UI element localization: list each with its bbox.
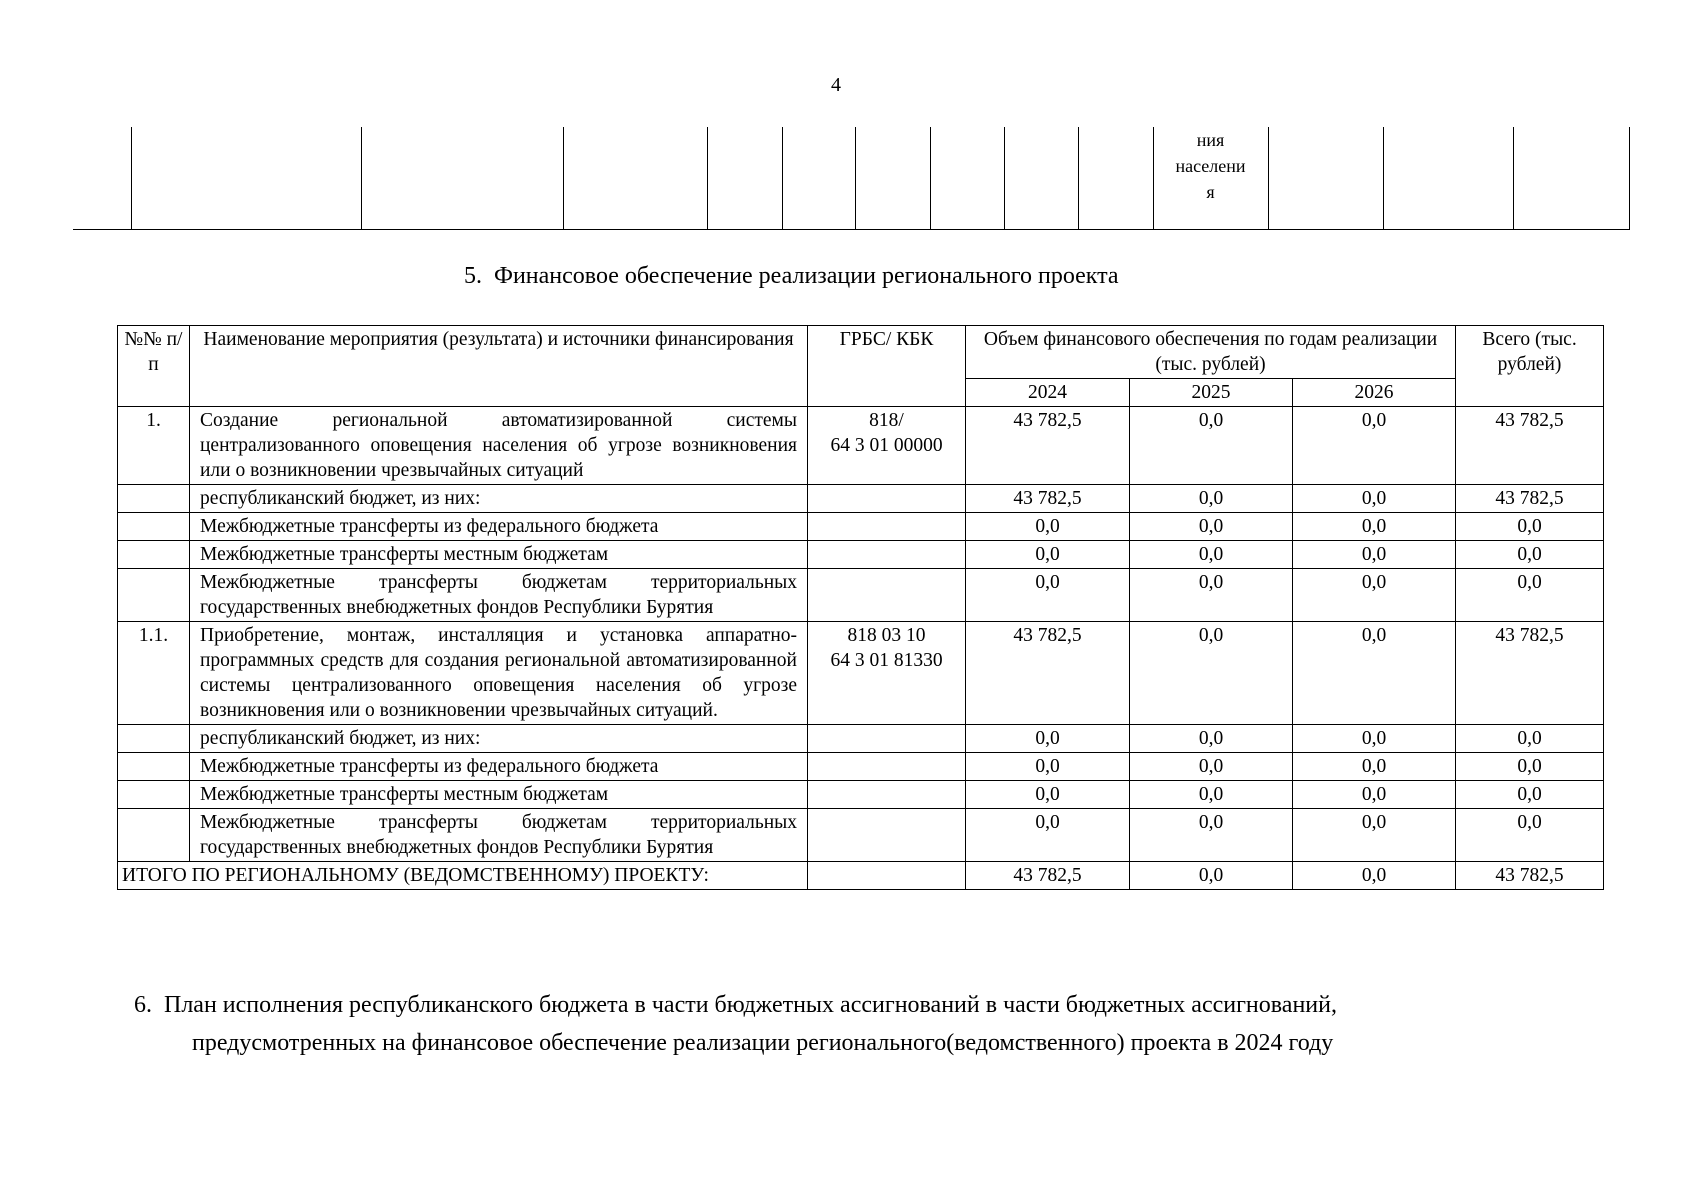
row-value-2025: 0,0 bbox=[1130, 725, 1293, 753]
table-row bbox=[118, 725, 1604, 753]
row-name: Межбюджетные трансферты бюджетам территориальных государственных внебюджетных фондов Республики Бурятия bbox=[190, 569, 808, 622]
fragment-cell bbox=[1268, 127, 1383, 230]
row-value-2025: 0,0 bbox=[1130, 809, 1293, 862]
row-value-total: 0,0 bbox=[1456, 569, 1604, 622]
row-value-total: 43 782,5 bbox=[1456, 485, 1604, 513]
row-value-2025: 0,0 bbox=[1130, 753, 1293, 781]
financing-table bbox=[117, 325, 1604, 890]
fragment-cell bbox=[1513, 127, 1629, 230]
table-row bbox=[118, 569, 1604, 622]
row-grbs bbox=[808, 513, 966, 541]
total-row bbox=[118, 862, 1604, 890]
row-value-2026: 0,0 bbox=[1293, 407, 1456, 485]
row-value-total: 0,0 bbox=[1456, 809, 1604, 862]
row-value-total: 0,0 bbox=[1456, 725, 1604, 753]
row-value-total: 43 782,5 bbox=[1456, 407, 1604, 485]
row-grbs bbox=[808, 725, 966, 753]
header-num: №№ п/п bbox=[118, 326, 190, 407]
row-value-2024: 0,0 bbox=[966, 541, 1130, 569]
total-label: ИТОГО ПО РЕГИОНАЛЬНОМУ (ВЕДОМСТВЕННОМУ) ПРОЕКТУ: bbox=[118, 862, 808, 890]
fragment-cell bbox=[361, 127, 563, 230]
row-grbs bbox=[808, 809, 966, 862]
row-name: Межбюджетные трансферты из федерального бюджета bbox=[190, 513, 808, 541]
row-value-2026: 0,0 bbox=[1293, 541, 1456, 569]
row-name: Межбюджетные трансферты местным бюджетам bbox=[190, 541, 808, 569]
row-value-2026: 0,0 bbox=[1293, 569, 1456, 622]
total-all: 43 782,5 bbox=[1456, 862, 1604, 890]
row-value-total: 0,0 bbox=[1456, 513, 1604, 541]
row-name: Приобретение, монтаж, инсталляция и установка аппаратно-программных средств для создания региональной автоматизированной системы централизованного оповещения населения об угрозе возникновения или о возникновении чрезвычайных ситуаций. bbox=[190, 622, 808, 725]
section-6-heading bbox=[134, 986, 1654, 1062]
header-name: Наименование мероприятия (результата) и источники финансирования bbox=[190, 326, 808, 407]
section-5-title: Финансовое обеспечение реализации регионального проекта bbox=[494, 263, 1119, 289]
row-name: Межбюджетные трансферты местным бюджетам bbox=[190, 781, 808, 809]
row-value-2024: 43 782,5 bbox=[966, 407, 1130, 485]
row-value-2026: 0,0 bbox=[1293, 809, 1456, 862]
table-row bbox=[118, 781, 1604, 809]
row-value-2026: 0,0 bbox=[1293, 753, 1456, 781]
fragment-cell bbox=[1383, 127, 1513, 230]
table-row bbox=[118, 753, 1604, 781]
row-value-2024: 0,0 bbox=[966, 569, 1130, 622]
fragment-cell: ния населени я bbox=[1153, 127, 1268, 230]
header-year-2024: 2024 bbox=[966, 379, 1130, 407]
table-row bbox=[118, 407, 1604, 485]
row-name: республиканский бюджет, из них: bbox=[190, 725, 808, 753]
row-grbs bbox=[808, 569, 966, 622]
table-row bbox=[118, 622, 1604, 725]
row-value-2024: 0,0 bbox=[966, 781, 1130, 809]
table-row bbox=[118, 485, 1604, 513]
fragment-cell bbox=[1004, 127, 1078, 230]
row-value-2026: 0,0 bbox=[1293, 781, 1456, 809]
row-value-2024: 43 782,5 bbox=[966, 622, 1130, 725]
row-value-2026: 0,0 bbox=[1293, 725, 1456, 753]
row-number bbox=[118, 513, 190, 541]
row-value-2025: 0,0 bbox=[1130, 513, 1293, 541]
header-grbs: ГРБС/ КБК bbox=[808, 326, 966, 407]
row-name: Межбюджетные трансферты из федерального бюджета bbox=[190, 753, 808, 781]
header-row bbox=[118, 326, 1604, 379]
row-value-total: 0,0 bbox=[1456, 781, 1604, 809]
total-2024: 43 782,5 bbox=[966, 862, 1130, 890]
fragment-cell bbox=[1078, 127, 1153, 230]
row-value-2025: 0,0 bbox=[1130, 622, 1293, 725]
section-6-number: 6. bbox=[134, 992, 152, 1018]
table-row bbox=[118, 541, 1604, 569]
row-value-2025: 0,0 bbox=[1130, 781, 1293, 809]
row-value-2024: 0,0 bbox=[966, 809, 1130, 862]
table-row bbox=[118, 513, 1604, 541]
row-value-total: 0,0 bbox=[1456, 541, 1604, 569]
row-number bbox=[118, 781, 190, 809]
row-grbs bbox=[808, 781, 966, 809]
fragment-cell bbox=[782, 127, 855, 230]
page-number: 4 bbox=[831, 74, 841, 96]
row-value-2025: 0,0 bbox=[1130, 569, 1293, 622]
row-number bbox=[118, 485, 190, 513]
total-2025: 0,0 bbox=[1130, 862, 1293, 890]
row-value-2025: 0,0 bbox=[1130, 485, 1293, 513]
row-grbs bbox=[808, 541, 966, 569]
row-name: Создание региональной автоматизированной системы централизованного оповещения населения об угрозе возникновения или о возникновении чрезвычайных ситуаций bbox=[190, 407, 808, 485]
row-number bbox=[118, 541, 190, 569]
row-number: 1.1. bbox=[118, 622, 190, 725]
fragment-cell bbox=[131, 127, 361, 230]
header-year-2026: 2026 bbox=[1293, 379, 1456, 407]
section-5-number: 5. bbox=[464, 263, 482, 289]
row-number bbox=[118, 569, 190, 622]
row-value-2025: 0,0 bbox=[1130, 541, 1293, 569]
previous-table-fragment bbox=[73, 127, 1630, 230]
row-number bbox=[118, 809, 190, 862]
row-value-2024: 0,0 bbox=[966, 725, 1130, 753]
row-value-total: 0,0 bbox=[1456, 753, 1604, 781]
fragment-row bbox=[73, 127, 1629, 230]
fragment-cell bbox=[855, 127, 930, 230]
row-number bbox=[118, 753, 190, 781]
row-value-2026: 0,0 bbox=[1293, 513, 1456, 541]
row-number: 1. bbox=[118, 407, 190, 485]
row-grbs bbox=[808, 485, 966, 513]
section-5-heading bbox=[464, 263, 1119, 290]
row-value-2024: 0,0 bbox=[966, 753, 1130, 781]
row-value-2024: 43 782,5 bbox=[966, 485, 1130, 513]
row-name: Межбюджетные трансферты бюджетам территориальных государственных внебюджетных фондов Республики Бурятия bbox=[190, 809, 808, 862]
fragment-cell bbox=[930, 127, 1004, 230]
section-6-line-1: План исполнения республиканского бюджета в части бюджетных ассигнований в части бюджетных ассигнований, bbox=[164, 992, 1337, 1018]
header-volume: Объем финансового обеспечения по годам реализации (тыс. рублей) bbox=[966, 326, 1456, 379]
section-6-line-2: предусмотренных на финансовое обеспечение реализации регионального(ведомственного) проекта в 2024 году bbox=[192, 1030, 1334, 1056]
header-total: Всего (тыс. рублей) bbox=[1456, 326, 1604, 407]
row-grbs bbox=[808, 753, 966, 781]
row-value-2025: 0,0 bbox=[1130, 407, 1293, 485]
fragment-cell bbox=[73, 127, 131, 230]
row-name: республиканский бюджет, из них: bbox=[190, 485, 808, 513]
fragment-cell bbox=[707, 127, 782, 230]
fragment-cell bbox=[563, 127, 707, 230]
row-value-total: 43 782,5 bbox=[1456, 622, 1604, 725]
row-grbs: 818/ 64 3 01 00000 bbox=[808, 407, 966, 485]
row-value-2026: 0,0 bbox=[1293, 485, 1456, 513]
total-grbs bbox=[808, 862, 966, 890]
header-year-2025: 2025 bbox=[1130, 379, 1293, 407]
row-grbs: 818 03 10 64 3 01 81330 bbox=[808, 622, 966, 725]
row-value-2026: 0,0 bbox=[1293, 622, 1456, 725]
table-row bbox=[118, 809, 1604, 862]
total-2026: 0,0 bbox=[1293, 862, 1456, 890]
row-number bbox=[118, 725, 190, 753]
row-value-2024: 0,0 bbox=[966, 513, 1130, 541]
